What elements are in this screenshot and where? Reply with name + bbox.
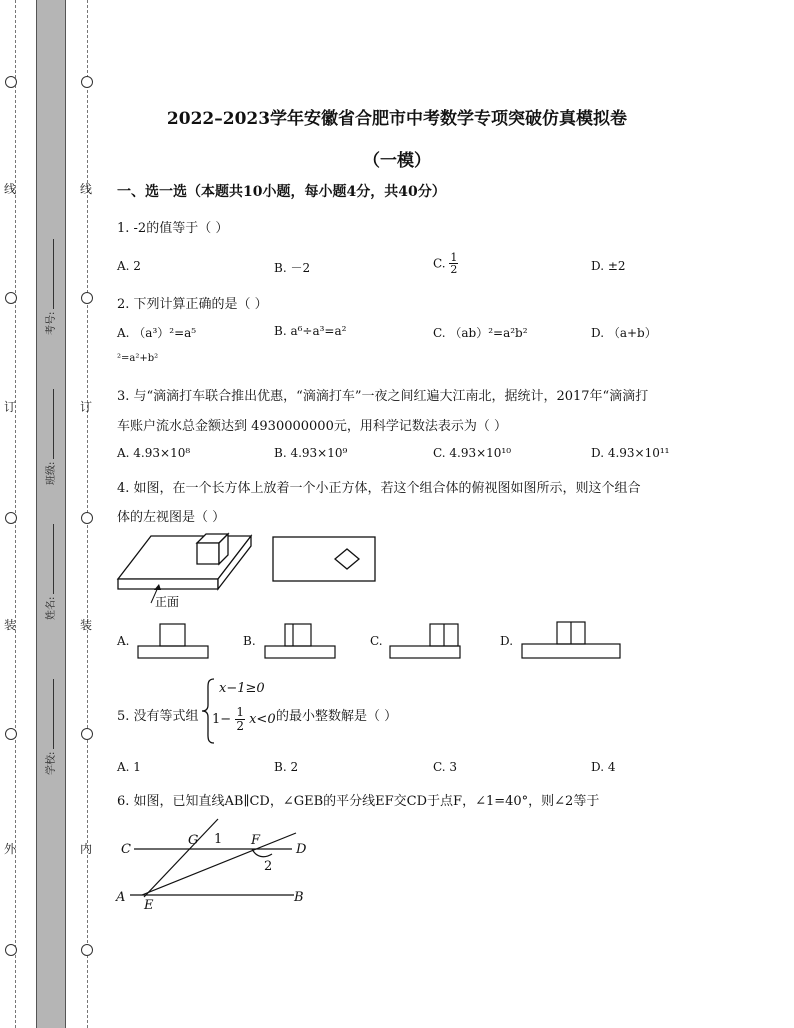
q5-option-c: C. 3 <box>433 760 458 774</box>
q4-stem-line2: 体的左视图是（ ） <box>117 510 226 525</box>
q4-stem-line1: 4. 如图，在一个长方体上放着一个小正方体，若这个组合体的俯视图如图所示，则这个组合 <box>117 481 641 496</box>
q4-option-b-figure <box>263 620 337 662</box>
q4-option-a-figure <box>136 620 210 662</box>
margin-char: 线 <box>80 182 93 196</box>
q4-option-a: A. <box>117 634 130 648</box>
q5-stem-prefix: 5. 没有等式组 <box>117 709 199 724</box>
q3-option-c: C. 4.93×10¹⁰ <box>433 446 512 460</box>
margin-char: 内 <box>80 842 93 856</box>
q4-option-b: B. <box>243 634 256 648</box>
q3-option-d: D. 4.93×10¹¹ <box>591 446 670 460</box>
binding-hole <box>5 512 17 524</box>
q4-option-c-figure <box>388 620 462 662</box>
q5-option-b: B. 2 <box>274 760 299 774</box>
label-g: G <box>188 833 199 848</box>
front-label: 正面 <box>155 595 180 609</box>
q1-option-c: C. $\frac{1}{2}$ <box>433 251 458 276</box>
margin-char: 装 <box>4 618 17 632</box>
q5-option-d: D. 4 <box>591 760 616 774</box>
q6-stem: 6. 如图，已知直线AB∥CD，∠GEB的平分线EF交CD于点F，∠1=40°，则∠2等于 <box>117 794 600 809</box>
binding-hole <box>81 76 93 88</box>
school-field[interactable]: 学校: <box>42 679 57 775</box>
page-subtitle: （一模） <box>363 151 431 171</box>
label-angle-1: 1 <box>214 832 223 847</box>
label-b: B <box>294 890 304 905</box>
margin-char: 线 <box>4 182 17 196</box>
label-c: C <box>121 842 131 857</box>
q5-stem-suffix: 的最小整数解是（ ） <box>276 709 398 724</box>
binding-hole <box>5 292 17 304</box>
q5-inequality-2: 1− $\frac{1}{2}$ x<0 <box>212 705 276 733</box>
page-title: 2022–2023学年安徽省合肥市中考数学专项突破仿真模拟卷 <box>166 109 628 129</box>
label-angle-2: 2 <box>264 859 273 874</box>
label-a: A <box>116 890 126 905</box>
top-view <box>273 537 375 581</box>
margin-char: 订 <box>4 400 17 414</box>
q4-option-c: C. <box>370 634 383 648</box>
q2-option-d: D. （a+b） <box>591 326 657 340</box>
margin-char: 外 <box>4 842 17 856</box>
q2-option-c: C. （ab）²=a²b² <box>433 326 528 340</box>
cuboid-with-cube <box>118 534 251 603</box>
binding-hole <box>5 944 17 956</box>
binding-hole <box>5 728 17 740</box>
binding-hole <box>81 944 93 956</box>
q6-figure <box>112 815 322 915</box>
section-heading: 一、选一选（本题共10小题，每小题4分，共40分） <box>117 184 446 200</box>
q4-option-d: D. <box>500 634 514 648</box>
q1-option-d: D. ±2 <box>591 259 626 273</box>
name-field[interactable]: 姓名: <box>42 524 57 620</box>
q3-stem-line1: 3. 与“滴滴打车联合推出优惠，“滴滴打车”一夜之间红遍大江南北，据统计，2017年“滴滴打 <box>117 389 649 404</box>
label-d: D <box>296 842 307 857</box>
q3-option-b: B. 4.93×10⁹ <box>274 446 348 460</box>
binding-hole <box>81 512 93 524</box>
exam-number-field[interactable]: 考号: <box>42 239 57 335</box>
label-f: F <box>251 833 261 848</box>
q4-figure <box>115 528 380 610</box>
q1-stem: 1. -2的值等于（ ） <box>117 221 229 236</box>
q3-stem-line2: 车账户流水总金额达到 4930000000元，用科学记数法表示为（ ） <box>117 419 507 434</box>
q2-stem: 2. 下列计算正确的是（ ） <box>117 297 268 312</box>
class-field[interactable]: 班级: <box>42 389 57 485</box>
q5-option-a: A. 1 <box>117 760 141 774</box>
q4-option-d-figure <box>520 618 624 662</box>
label-e: E <box>144 898 154 913</box>
q1-option-a: A. 2 <box>117 259 141 273</box>
binding-hole <box>81 292 93 304</box>
q2-option-b: B. a⁶÷a³=a² <box>274 324 347 338</box>
q3-option-a: A. 4.93×10⁸ <box>117 446 191 460</box>
margin-char: 订 <box>80 400 93 414</box>
binding-hole <box>81 728 93 740</box>
q1-option-b: B. －2 <box>274 261 311 275</box>
q2-option-a: A. （a³）²=a⁵ <box>117 326 197 340</box>
q2-option-d-wrap: ²=a²+b² <box>117 353 159 364</box>
angle-2-arc <box>252 849 272 857</box>
q5-inequality-1: x−1≥0 <box>219 681 265 696</box>
binding-hole <box>5 76 17 88</box>
margin-char: 装 <box>80 618 93 632</box>
line-ge <box>144 819 218 897</box>
